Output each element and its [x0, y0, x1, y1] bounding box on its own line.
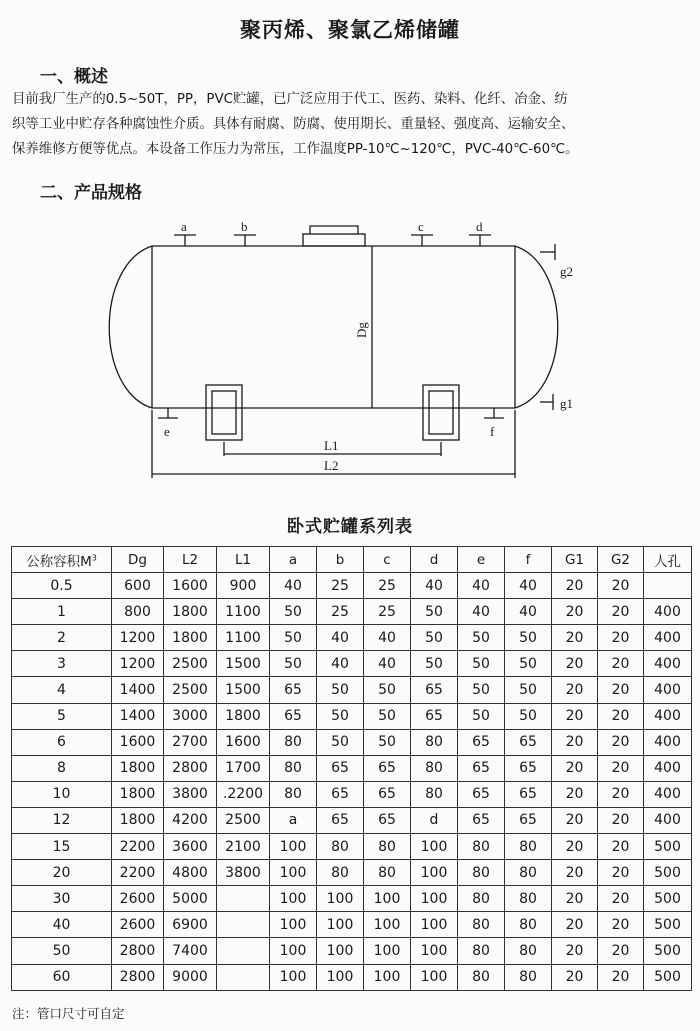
table-cell: 20	[598, 781, 644, 807]
label-g1: g1	[560, 396, 573, 411]
table-cell: 20	[598, 964, 644, 990]
table-cell: 100	[270, 912, 317, 938]
column-header: L2	[164, 547, 217, 573]
table-cell: 20	[598, 860, 644, 886]
table-cell: 100	[411, 938, 458, 964]
table-cell: 80	[270, 781, 317, 807]
table-cell: 600	[112, 573, 164, 599]
table-cell: 20	[552, 625, 598, 651]
table-row	[12, 677, 692, 703]
table-cell: 20	[552, 573, 598, 599]
table-cell: 80	[458, 912, 505, 938]
table-cell: 400	[644, 781, 692, 807]
page-title: 聚丙烯、聚氯乙烯储罐	[240, 18, 460, 42]
table-cell: 65	[505, 755, 552, 781]
table-cell: 800	[112, 599, 164, 625]
table-cell: 50	[505, 677, 552, 703]
table-cell: 2600	[112, 886, 164, 912]
table-cell: 2200	[112, 834, 164, 860]
table-cell: 50	[458, 703, 505, 729]
table-title: 卧式贮罐系列表	[287, 517, 413, 537]
table-cell: 1100	[217, 625, 270, 651]
table-cell: 500	[644, 860, 692, 886]
column-header: 公称容积$M^3$	[12, 547, 112, 573]
table-cell: 20	[598, 573, 644, 599]
column-header: c	[364, 547, 411, 573]
table-cell: 1	[12, 599, 112, 625]
table-cell: 20	[598, 912, 644, 938]
section-heading-overview: 一、概述	[40, 67, 108, 87]
table-cell: 80	[458, 938, 505, 964]
table-cell: 65	[317, 755, 364, 781]
table-cell: 50	[458, 677, 505, 703]
table-cell: 20	[12, 860, 112, 886]
table-row	[12, 729, 692, 755]
table-cell: 1600	[164, 573, 217, 599]
table-cell: 1600	[217, 729, 270, 755]
table-cell: 80	[411, 781, 458, 807]
table-cell: 100	[364, 886, 411, 912]
table-cell: 50	[317, 703, 364, 729]
table-cell: 65	[364, 781, 411, 807]
label-dg: Dg	[354, 322, 369, 338]
table-cell: 6	[12, 729, 112, 755]
table-cell: 20	[552, 964, 598, 990]
table-cell: 50	[364, 677, 411, 703]
table-cell: 100	[364, 938, 411, 964]
table-cell	[217, 912, 270, 938]
table-cell: 4	[12, 677, 112, 703]
table-cell: 20	[552, 834, 598, 860]
table-cell: 65	[458, 781, 505, 807]
column-header: 人孔	[644, 547, 692, 573]
section-heading-specs: 二、产品规格	[40, 183, 142, 203]
table-cell: 400	[644, 651, 692, 677]
table-cell: 20	[552, 807, 598, 833]
table-cell: 25	[364, 599, 411, 625]
table-cell: 65	[458, 807, 505, 833]
column-header: G2	[598, 547, 644, 573]
table-cell: 100	[411, 860, 458, 886]
table-row	[12, 860, 692, 886]
table-row	[12, 834, 692, 860]
table-cell: 2700	[164, 729, 217, 755]
table-cell: 400	[644, 703, 692, 729]
table-cell: 80	[505, 912, 552, 938]
table-cell: 65	[317, 807, 364, 833]
table-cell: 60	[12, 964, 112, 990]
table-cell: 20	[598, 651, 644, 677]
table-cell: 50	[505, 651, 552, 677]
table-cell: 3600	[164, 834, 217, 860]
table-row	[12, 807, 692, 833]
table-cell: 100	[317, 912, 364, 938]
table-cell: 80	[364, 834, 411, 860]
table-cell: 80	[505, 886, 552, 912]
table-cell: 100	[317, 886, 364, 912]
table-cell: 20	[552, 781, 598, 807]
table-cell: 20	[598, 625, 644, 651]
table-cell: 100	[364, 964, 411, 990]
column-header: L1	[217, 547, 270, 573]
table-cell: 40	[364, 651, 411, 677]
table-row	[12, 599, 692, 625]
table-cell: 65	[505, 781, 552, 807]
table-cell: 9000	[164, 964, 217, 990]
table-row	[12, 755, 692, 781]
table-cell: 3	[12, 651, 112, 677]
table-cell: 50	[12, 938, 112, 964]
column-header: d	[411, 547, 458, 573]
tank-diagram	[0, 210, 700, 500]
table-cell: 5	[12, 703, 112, 729]
table-cell: 50	[458, 625, 505, 651]
table-cell: 20	[552, 677, 598, 703]
table-cell: 2500	[164, 651, 217, 677]
table-cell: 40	[317, 625, 364, 651]
table-header-row	[12, 547, 692, 573]
table-cell: 1400	[112, 677, 164, 703]
table-cell: 50	[270, 599, 317, 625]
table-cell: 20	[598, 703, 644, 729]
table-cell: 80	[458, 886, 505, 912]
table-cell: 20	[552, 651, 598, 677]
table-cell: 65	[317, 781, 364, 807]
label-a: a	[181, 219, 187, 234]
table-cell: 100	[270, 886, 317, 912]
table-cell: 2600	[112, 912, 164, 938]
table-cell: 3000	[164, 703, 217, 729]
table-cell: 20	[552, 703, 598, 729]
table-cell: 0.5	[12, 573, 112, 599]
table-cell: 20	[552, 729, 598, 755]
table-row	[12, 703, 692, 729]
table-cell: 40	[458, 573, 505, 599]
table-cell: 3800	[164, 781, 217, 807]
table-cell: d	[411, 807, 458, 833]
table-cell: 50	[458, 651, 505, 677]
table-cell: 500	[644, 834, 692, 860]
table-cell: 25	[317, 573, 364, 599]
table-cell: 2200	[112, 860, 164, 886]
table-cell: 1400	[112, 703, 164, 729]
table-cell: 65	[411, 677, 458, 703]
table-cell: 40	[505, 599, 552, 625]
table-cell: 40	[411, 573, 458, 599]
table-cell: 400	[644, 625, 692, 651]
table-cell: 80	[458, 964, 505, 990]
tank-series-table	[11, 546, 692, 991]
table-cell: 4200	[164, 807, 217, 833]
table-cell: 20	[552, 599, 598, 625]
table-cell: 1800	[217, 703, 270, 729]
table-cell: 1800	[112, 755, 164, 781]
table-row	[12, 573, 692, 599]
table-cell: 1500	[217, 677, 270, 703]
label-f: f	[490, 424, 495, 439]
table-cell: 2500	[164, 677, 217, 703]
table-cell: 20	[598, 599, 644, 625]
column-header: b	[317, 547, 364, 573]
table-cell: 100	[270, 834, 317, 860]
table-cell: 40	[12, 912, 112, 938]
table-cell: 1100	[217, 599, 270, 625]
note: 注：管口尺寸可自定	[12, 1006, 125, 1021]
table-cell: 50	[317, 729, 364, 755]
table-cell: 100	[317, 964, 364, 990]
table-cell: 50	[505, 703, 552, 729]
table-cell: 65	[270, 677, 317, 703]
table-cell: 20	[552, 755, 598, 781]
table-cell: 25	[364, 573, 411, 599]
table-cell: 20	[598, 886, 644, 912]
column-header: e	[458, 547, 505, 573]
table-cell: 5000	[164, 886, 217, 912]
table-cell: 12	[12, 807, 112, 833]
column-header: f	[505, 547, 552, 573]
table-cell: 15	[12, 834, 112, 860]
table-cell: 500	[644, 938, 692, 964]
table-cell: 100	[411, 912, 458, 938]
table-cell: 400	[644, 677, 692, 703]
table-cell: a	[270, 807, 317, 833]
table-cell: 400	[644, 755, 692, 781]
table-cell: 65	[458, 729, 505, 755]
table-cell: 100	[270, 938, 317, 964]
table-cell: 1200	[112, 625, 164, 651]
table-row	[12, 964, 692, 990]
table-cell: 80	[505, 834, 552, 860]
table-cell: 65	[458, 755, 505, 781]
table-cell: 500	[644, 912, 692, 938]
table-cell: 2500	[217, 807, 270, 833]
label-d: d	[476, 219, 483, 234]
table-row	[12, 651, 692, 677]
table-cell: 80	[317, 860, 364, 886]
table-cell: 80	[317, 834, 364, 860]
table-cell: 500	[644, 964, 692, 990]
table-cell: 400	[644, 807, 692, 833]
table-cell: 80	[270, 729, 317, 755]
table-cell: 65	[364, 807, 411, 833]
table-cell: 2100	[217, 834, 270, 860]
table-cell: 20	[598, 755, 644, 781]
table-cell: 4800	[164, 860, 217, 886]
table-cell	[217, 886, 270, 912]
overview-line-1: 目前我厂生产的0.5~50T，PP，PVC贮罐，已广泛应用于代工、医药、染料、化纤、冶金、纺	[12, 92, 568, 107]
table-cell: 80	[458, 834, 505, 860]
table-cell: 50	[270, 651, 317, 677]
table-cell: 80	[270, 755, 317, 781]
table-cell: 20	[552, 912, 598, 938]
table-cell: 50	[411, 599, 458, 625]
table-cell: 80	[505, 938, 552, 964]
table-cell: 1800	[164, 625, 217, 651]
table-cell: 50	[364, 729, 411, 755]
table-cell: 25	[317, 599, 364, 625]
table-cell: 40	[458, 599, 505, 625]
table-cell: 100	[364, 912, 411, 938]
table-cell: 100	[411, 834, 458, 860]
table-cell	[217, 938, 270, 964]
table-cell: 1700	[217, 755, 270, 781]
table-cell: 10	[12, 781, 112, 807]
table-cell: 50	[505, 625, 552, 651]
label-l2: L2	[324, 458, 339, 473]
table-cell: 2800	[112, 964, 164, 990]
table-cell: 40	[364, 625, 411, 651]
table-cell: 20	[552, 860, 598, 886]
table-cell: 100	[411, 886, 458, 912]
table-cell: 2800	[112, 938, 164, 964]
table-cell: 1600	[112, 729, 164, 755]
table-cell: 100	[270, 860, 317, 886]
table-cell: 80	[411, 729, 458, 755]
table-cell: 80	[364, 860, 411, 886]
label-c: c	[418, 219, 424, 234]
table-cell	[644, 573, 692, 599]
table-cell: 65	[364, 755, 411, 781]
table-row	[12, 625, 692, 651]
table-row	[12, 886, 692, 912]
table-cell: 20	[552, 886, 598, 912]
table-cell: 50	[411, 651, 458, 677]
table-cell: 65	[411, 703, 458, 729]
table-cell: 2800	[164, 755, 217, 781]
table-cell: 50	[411, 625, 458, 651]
overview-line-2: 织等工业中贮存各种腐蚀性介质。具体有耐腐、防腐、使用期长、重量轻、强度高、运输安全、	[12, 117, 575, 132]
overview-line-3: 保养维修方便等优点。本设备工作压力为常压，工作温度PP-10℃~120℃，PVC-40℃-60℃。	[12, 142, 579, 157]
table-cell: 50	[317, 677, 364, 703]
table-cell: 50	[270, 625, 317, 651]
table-cell: 40	[505, 573, 552, 599]
table-cell: 40	[317, 651, 364, 677]
table-cell: 2	[12, 625, 112, 651]
label-e: e	[164, 424, 170, 439]
table-cell: 900	[217, 573, 270, 599]
table-cell: 1200	[112, 651, 164, 677]
table-cell: 20	[552, 938, 598, 964]
table-cell: 400	[644, 599, 692, 625]
table-cell: 80	[505, 964, 552, 990]
column-header: Dg	[112, 547, 164, 573]
table-cell: 50	[364, 703, 411, 729]
label-b: b	[241, 219, 248, 234]
table-cell: 8	[12, 755, 112, 781]
table-row	[12, 938, 692, 964]
table-cell: 500	[644, 886, 692, 912]
table-cell: 80	[458, 860, 505, 886]
table-row	[12, 781, 692, 807]
table-cell: 100	[270, 964, 317, 990]
table-cell: 1500	[217, 651, 270, 677]
table-cell: 1800	[112, 807, 164, 833]
label-g2: g2	[560, 264, 573, 279]
table-cell: 20	[598, 677, 644, 703]
table-cell: 1800	[112, 781, 164, 807]
table-cell: 20	[598, 834, 644, 860]
table-cell: 7400	[164, 938, 217, 964]
table-cell: 6900	[164, 912, 217, 938]
table-cell	[217, 964, 270, 990]
table-cell: 1800	[164, 599, 217, 625]
table-cell: 20	[598, 729, 644, 755]
table-cell: 30	[12, 886, 112, 912]
table-cell: 3800	[217, 860, 270, 886]
table-row	[12, 912, 692, 938]
column-header: G1	[552, 547, 598, 573]
table-cell: .2200	[217, 781, 270, 807]
table-cell: 20	[598, 807, 644, 833]
label-l1: L1	[324, 438, 339, 453]
table-cell: 80	[411, 755, 458, 781]
table-cell: 80	[505, 860, 552, 886]
table-cell: 65	[270, 703, 317, 729]
column-header: a	[270, 547, 317, 573]
table-cell: 20	[598, 938, 644, 964]
table-cell: 100	[411, 964, 458, 990]
table-cell: 65	[505, 807, 552, 833]
table-cell: 40	[270, 573, 317, 599]
table-cell: 100	[317, 938, 364, 964]
table-cell: 65	[505, 729, 552, 755]
table-cell: 400	[644, 729, 692, 755]
